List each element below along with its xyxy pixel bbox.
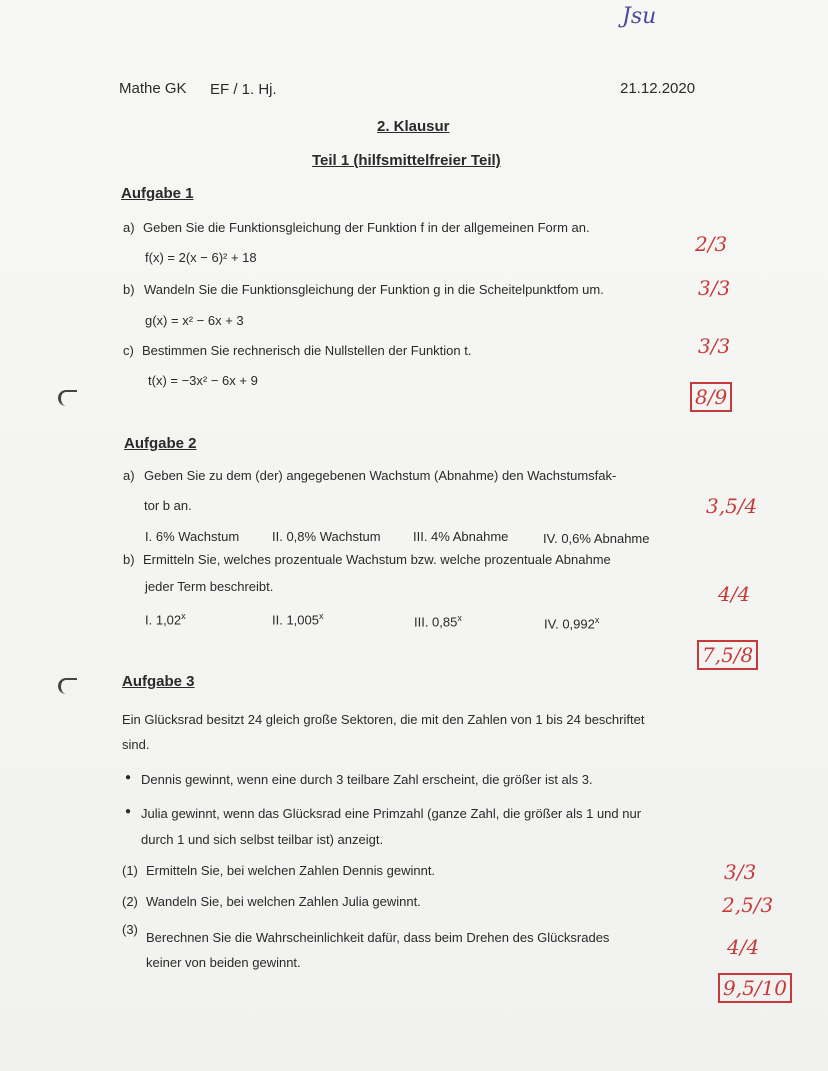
task3-q1-label: (1) (122, 863, 138, 878)
task2-b-item-3: III. 0,85$^x$ (414, 613, 462, 630)
task3-q1-score: 3/3 (724, 860, 757, 884)
task1-c-score: 3/3 (698, 334, 731, 358)
task3-q3-score: 4/4 (727, 935, 760, 959)
task3-q3-label: (3) (122, 922, 138, 937)
task2-a-score: 3,5/4 (706, 494, 758, 518)
task2-a-label: a) (123, 468, 135, 483)
class-label: EF / 1. Hj. (210, 81, 277, 98)
exam-title: 2. Klausur (377, 118, 450, 135)
bullet-icon: ● (125, 806, 132, 817)
task3-intro-2: sind. (122, 737, 150, 752)
task1-b-formula: g(x) = x² − 6x + 3 (145, 313, 244, 328)
task2-b-text1: Ermitteln Sie, welches prozentuale Wachstum bzw. welche prozentuale Abnahme (143, 552, 611, 567)
task1-a-formula: f(x) = 2(x − 6)² + 18 (145, 250, 257, 265)
task2-a-text2: tor b an. (144, 498, 192, 513)
task1-c-formula: t(x) = −3x² − 6x + 9 (148, 373, 258, 388)
task1-c-text: Bestimmen Sie rechnerisch die Nullstellen der Funktion t. (142, 343, 472, 358)
task1-total: 8/9 (690, 382, 732, 412)
task3-q3a: Berechnen Sie die Wahrscheinlichkeit dafür, dass beim Drehen des Glücksrades (146, 930, 610, 945)
task3-q1: Ermitteln Sie, bei welchen Zahlen Dennis gewinnt. (146, 863, 436, 878)
task2-b-score: 4/4 (718, 582, 751, 606)
task2-a-item-3: III. 4% Abnahme (413, 529, 509, 544)
task1-b-text: Wandeln Sie die Funktionsgleichung der Funktion g in die Scheitelpunktfom um. (144, 282, 604, 297)
course-label: Mathe GK (119, 80, 187, 97)
task3-q2-label: (2) (122, 894, 138, 909)
task2-b-text2: jeder Term beschreibt. (145, 579, 274, 594)
task3-heading: Aufgabe 3 (122, 673, 195, 690)
task2-b-label: b) (123, 552, 135, 567)
task2-b-item-1: I. 1,02$^x$ (145, 611, 186, 628)
exam-date: 21.12.2020 (620, 80, 696, 97)
task2-a-text1: Geben Sie zu dem (der) angegebenen Wachstum (Abnahme) den Wachstumsfak- (144, 468, 617, 483)
task1-b-score: 3/3 (698, 276, 731, 300)
task3-q2-score: 2,5/3 (722, 893, 774, 917)
task2-b-item-2: II. 1,005$^x$ (272, 611, 324, 628)
task2-heading: Aufgabe 2 (124, 435, 197, 452)
task1-a-text: Geben Sie die Funktionsgleichung der Funktion f in der allgemeinen Form an. (143, 220, 590, 235)
task2-total: 7,5/8 (697, 640, 758, 670)
task2-a-item-1: I. 6% Wachstum (145, 529, 240, 544)
task2-a-item-2: II. 0,8% Wachstum (272, 529, 381, 544)
task3-bullet-2a: Julia gewinnt, wenn das Glücksrad eine Primzahl (ganze Zahl, die größer als 1 und nur (141, 806, 642, 821)
task3-intro-1: Ein Glücksrad besitzt 24 gleich große Sektoren, die mit den Zahlen von 1 bis 24 beschriftet (122, 712, 645, 727)
task3-total: 9,5/10 (718, 973, 792, 1003)
task3-bullet-1: Dennis gewinnt, wenn eine durch 3 teilbare Zahl erscheint, die größer ist als 3. (141, 772, 593, 787)
bullet-icon: ● (125, 772, 132, 783)
task1-a-score: 2/3 (695, 232, 728, 256)
punch-hole-mark (58, 678, 77, 694)
task1-c-label: c) (123, 343, 134, 358)
teacher-initials: Jsu (622, 4, 657, 29)
task3-q2: Wandeln Sie, bei welchen Zahlen Julia gewinnt. (146, 894, 421, 909)
task1-b-label: b) (123, 282, 135, 297)
exam-part: Teil 1 (hilfsmittelfreier Teil) (312, 152, 501, 169)
punch-hole-mark (58, 390, 77, 406)
task2-a-item-4: IV. 0,6% Abnahme (543, 531, 650, 546)
task3-bullet-2b: durch 1 und sich selbst teilbar ist) anzeigt. (141, 832, 384, 847)
task1-heading: Aufgabe 1 (121, 185, 194, 202)
task3-q3b: keiner von beiden gewinnt. (146, 955, 301, 970)
task1-a-label: a) (123, 220, 135, 235)
task2-b-item-4: IV. 0,992$^x$ (544, 615, 600, 632)
